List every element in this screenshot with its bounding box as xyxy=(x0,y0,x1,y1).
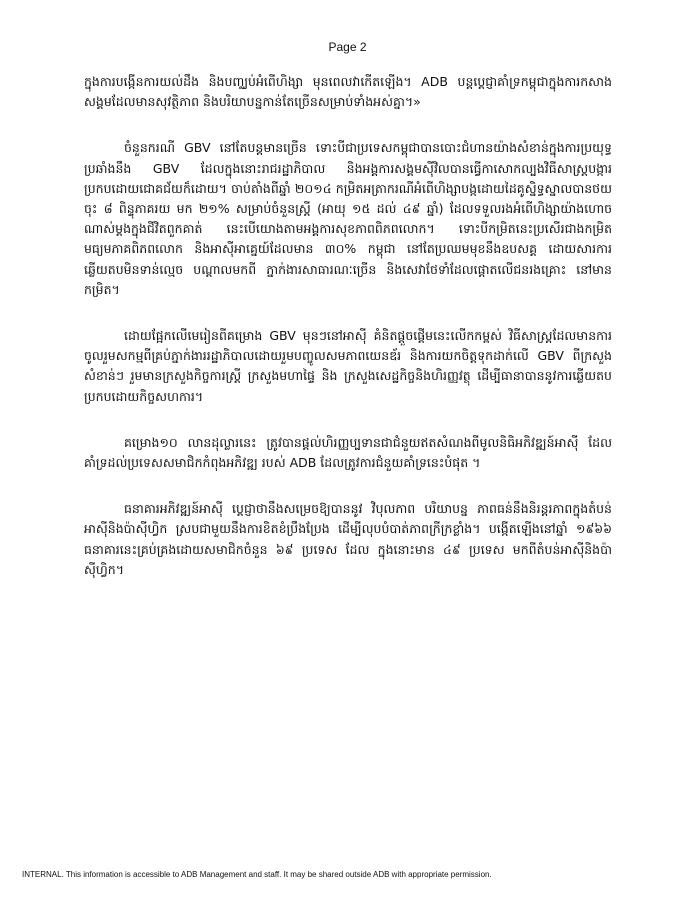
paragraph-about-adb: ធនាគារអភិវឌ្ឍន៍អាស៊ី ប្តេជ្ញាថានឹងសម្រេចឱ្យបាននូវ វិបុលភាព បរិយាបន្ន ភាពធន់នឹងនិរន្តរភាពក្នុងតំបន់អាស៊ីនិងប៉ាស៊ីហ្វិក ស្របជាមួយនឹងការខិតខំប្រឹងប្រែង ដើម្បីលុបបំបាត់ភាពក្រីក្រខ្លាំង។ បង្កើតឡើងនៅឆ្នាំ ១៩៦៦ ធនាគារនេះគ្រប់គ្រងដោយសមាជិកចំនួន ៦៩ ប្រទេស ដែល ក្នុងនោះមាន ៤៩ ប្រទេស មកពីតំបន់អាស៊ីនិងប៉ាស៊ីហ្វិក។ xyxy=(84,501,612,577)
paragraph-continuation: ក្នុងការបង្កើនការយល់ដឹង និងបញ្ឈប់អំពើហិង្សា មុនពេលវាកើតឡើង។ ADB បន្តប្តេជ្ញាគាំទ្រកម្ពុជាក្នុងការកសាងសង្គមដែលមានសុវត្ថិភាព និងបរិយាបន្នកាន់តែច្រើនសម្រាប់ទាំងអស់គ្នា។» xyxy=(84,74,612,110)
page-number: Page 2 xyxy=(328,40,367,54)
paragraph-initiative: ដោយផ្អែកលើមេរៀនពីគម្រោង GBV មុនៗនៅអាស៊ី គំនិតផ្តួចផ្តើមនេះលើកកម្ពស់ វិធីសាស្ត្រដែលមានការចូលរួមសកម្មពីគ្រប់ភ្នាក់ងាររដ្ឋាភិបាលដោយរួមបញ្ចូលសមភាពយេនឌ័រ និងការយកចិត្តទុកដាក់លើ GBV ពីក្រសួងសំខាន់ៗ រួមមានក្រសួងកិច្ចការស្ត្រី ក្រសួងមហាផ្ទៃ និង ក្រសួងសេដ្ឋកិច្ចនិងហិរញ្ញវត្ថុ ដើម្បីធានាបាននូវការឆ្លើយតបប្រកបដោយកិច្ចសហការ។ xyxy=(84,328,612,404)
paragraph-project-funding: គម្រោង១០ លានដុល្លារនេះ ត្រូវបានផ្តល់ហិរញ្ញប្បទានជាជំនួយឥតសំណងពីមូលនិធិអភិវឌ្ឍន៍អាស៊ី ដែលគាំទ្រដល់ប្រទេសសមាជិកកំពុងអភិវឌ្ឍ របស់ ADB ដែលត្រូវការជំនួយគាំទ្រនេះបំផុត ។ xyxy=(84,434,612,471)
footer-disclaimer: INTERNAL. This information is accessible to ADB Management and staff. It may be shared outside ADB with appropriate permission. xyxy=(22,870,492,879)
paragraph-gbv-cases: ចំនួនករណី GBV នៅតែបន្តមានច្រើន ទោះបីជាប្រទេសកម្ពុជាបានបោះជំហានយ៉ាងសំខាន់ក្នុងការប្រយុទ្ធប្រឆាំងនឹង GBV ដែលក្នុងនោះរាជរដ្ឋាភិបាល និងអង្គការសង្គមស៊ីវិលបានធ្វើកាសោកល្បងវិធីសាស្ត្របង្ការប្រកបដោយជោគជ័យក៏ដោយ។ ចាប់តាំងពីឆ្នាំ ២០១៤ កម្រិតអត្រាករណីអំពើហិង្សាបង្កដោយដៃគូស្និទ្ធស្នាលបានថយចុះ ៨ ពិន្ទុភាគរយ មក ២១% សម្រាប់ចំនួនស្ត្រី (អាយុ ១៥ ដល់ ៤៩ ឆ្នាំ) ដែលទទួលរងអំពើហិង្សាយ៉ាងហោចណាស់ម្តងក្នុងជីវិតពួកគាត់ នេះបើយោងតាមអង្គការសុខភាពពិភពលោក។ ទោះបីកម្រិតនេះប្រសើរជាងកម្រិតមធ្យមភាគពិភពលោក និងអាស៊ីអាគ្នេយ៍ដែលមាន ៣០% កម្ពុជា នៅតែប្រឈមមុខនឹងឧបសគ្គ ដោយសារការឆ្លើយតបមិនទាន់ល្មេច បណ្តាលមកពី ភ្នាក់ងារសាធារណៈច្រើន និងសេវាថែទាំដែលផ្តោតលើជនរងគ្រោះ នៅមានកម្រិត។ xyxy=(84,140,612,297)
document-body xyxy=(84,72,612,606)
